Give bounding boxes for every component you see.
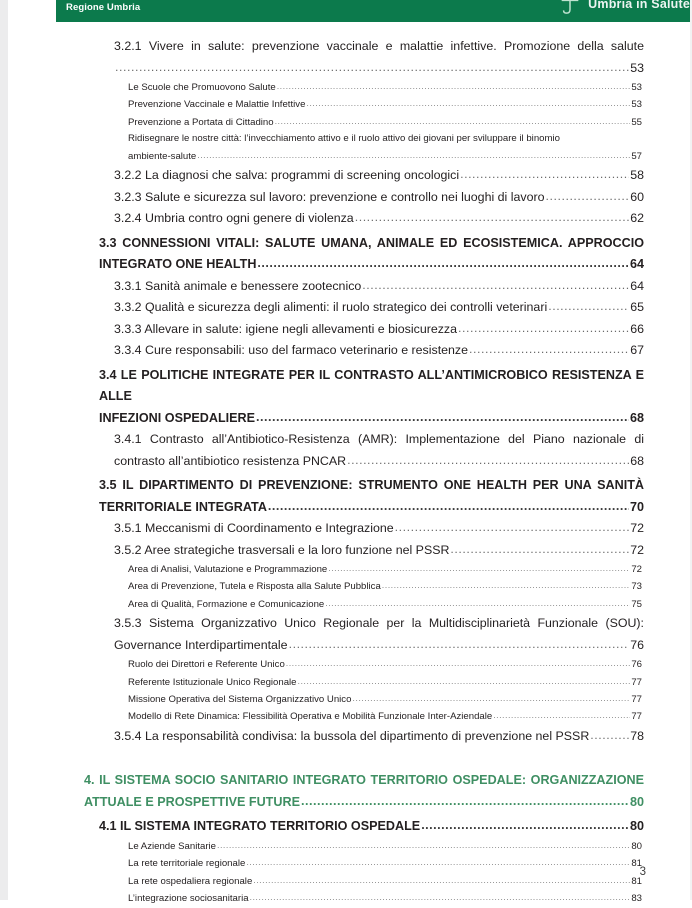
toc-entry[interactable] bbox=[8, 656, 690, 673]
toc-leader-dots bbox=[548, 296, 629, 318]
toc-entry-title: 3.3.3 Allevare in salute: igiene negli allevamenti e biosicurezza bbox=[114, 321, 458, 336]
brand-product-label: Umbria in Salute bbox=[588, 0, 690, 11]
toc-entry-title-continued bbox=[114, 635, 644, 657]
toc-page-number: 76 bbox=[631, 659, 642, 671]
toc-page-number: 53 bbox=[631, 99, 642, 111]
brand-logo-group bbox=[559, 0, 690, 16]
toc-leader-dots bbox=[277, 78, 631, 94]
toc-page-number: 57 bbox=[631, 150, 642, 162]
toc-leader-dots bbox=[217, 837, 630, 853]
toc-entry[interactable] bbox=[8, 475, 690, 518]
toc-entry-title-text: Governance Interdipartimentale bbox=[114, 637, 288, 652]
toc-entry[interactable] bbox=[8, 708, 690, 725]
toc-entry-title-text: contrasto all’antibiotico resistenza PNCAR bbox=[114, 453, 347, 468]
toc-entry[interactable] bbox=[8, 674, 690, 691]
toc-leader-dots bbox=[253, 872, 630, 888]
toc-page-number: 72 bbox=[631, 564, 642, 576]
toc-leader-dots bbox=[325, 595, 630, 611]
toc-entry[interactable] bbox=[8, 131, 690, 165]
toc-page-number: 55 bbox=[631, 116, 642, 128]
toc-entry-title: 3.4.1 Contrasto all’Antibiotico-Resistenza (AMR): Implementazione del Piano nazionale di bbox=[114, 432, 644, 447]
toc-leader-dots bbox=[275, 113, 631, 129]
toc-entry-title-text: TERRITORIALE INTEGRATA bbox=[99, 499, 267, 514]
toc-page-number: 75 bbox=[631, 598, 642, 610]
toc-entry-title: Ruolo dei Direttori e Referente Unico bbox=[128, 659, 285, 671]
toc-entry[interactable] bbox=[8, 726, 690, 748]
toc-entry-title: 3.5.4 La responsabilità condivisa: la bussola del dipartimento di prevenzione nel PSSR bbox=[114, 728, 590, 743]
toc-page-number: 64 bbox=[630, 278, 644, 293]
toc-entry-title-continued bbox=[114, 58, 644, 80]
document-page bbox=[8, 0, 690, 905]
toc-entry[interactable] bbox=[8, 596, 690, 613]
toc-entry[interactable] bbox=[8, 187, 690, 209]
toc-entry[interactable] bbox=[8, 691, 690, 708]
toc-entry-title: Le Aziende Sanitarie bbox=[128, 840, 217, 852]
toc-entry-title-text: ATTUALE E PROSPETTIVE FUTURE bbox=[84, 795, 300, 810]
toc-entry-title: 3.2.1 Vivere in salute: prevenzione vaccinale e malattie infettive. Promozione della salute bbox=[114, 39, 644, 53]
toc-leader-dots bbox=[256, 407, 629, 429]
toc-entry[interactable] bbox=[8, 233, 690, 276]
toc-page-number: 65 bbox=[630, 300, 644, 315]
toc-page-number: 58 bbox=[630, 168, 644, 183]
toc-entry-title: 3.3.1 Sanità animale e benessere zootecnico bbox=[114, 278, 362, 293]
toc-entry-title: Prevenzione Vaccinale e Malattie Infettive bbox=[128, 99, 306, 111]
toc-entry[interactable] bbox=[8, 578, 690, 595]
toc-leader-dots bbox=[115, 57, 629, 79]
toc-entry-title-continued bbox=[99, 497, 644, 519]
toc-leader-dots bbox=[382, 577, 631, 593]
toc-entry-title: 3.3.4 Cure responsabili: uso del farmaco veterinario e resistenze bbox=[114, 343, 469, 358]
toc-page-number: 81 bbox=[631, 875, 642, 887]
toc-leader-dots bbox=[458, 318, 629, 340]
toc-page-number: 60 bbox=[630, 189, 644, 204]
toc-entry-title: 3.2.4 Umbria contro ogni genere di violenza bbox=[114, 211, 354, 226]
toc-entry[interactable] bbox=[8, 96, 690, 113]
toc-page-number: 72 bbox=[630, 542, 644, 557]
table-of-contents bbox=[8, 36, 690, 908]
toc-leader-dots bbox=[268, 496, 629, 518]
viewer-left-gutter bbox=[0, 0, 8, 900]
toc-entry[interactable] bbox=[8, 276, 690, 298]
toc-page-number: 80 bbox=[631, 840, 642, 852]
toc-entry-title: 4. IL SISTEMA SOCIO SANITARIO INTEGRATO TERRITORIO OSPEDALE: ORGANIZZAZIONE bbox=[84, 773, 644, 788]
toc-leader-dots bbox=[352, 690, 630, 706]
toc-entry-title-continued bbox=[99, 254, 644, 276]
toc-entry-title: L’integrazione sociosanitaria bbox=[128, 893, 249, 905]
toc-entry[interactable] bbox=[8, 79, 690, 96]
toc-entry[interactable] bbox=[8, 429, 690, 472]
toc-leader-dots bbox=[246, 854, 630, 870]
toc-page-number: 62 bbox=[630, 211, 644, 226]
umbrella-health-mark-icon bbox=[559, 0, 581, 16]
brand-header-band bbox=[56, 0, 692, 22]
toc-entry-title-continued bbox=[99, 408, 644, 430]
toc-entry-title: 3.2.3 Salute e sicurezza sul lavoro: prevenzione e controllo nei luoghi di lavoro bbox=[114, 189, 545, 204]
toc-page-number: 68 bbox=[629, 410, 644, 425]
toc-entry-title: Area di Qualità, Formazione e Comunicazione bbox=[128, 598, 325, 610]
toc-entry-title: 4.1 IL SISTEMA INTEGRATO TERRITORIO OSPEDALE bbox=[99, 819, 421, 834]
toc-page-number: 77 bbox=[631, 694, 642, 706]
toc-page-number: 64 bbox=[629, 257, 644, 272]
toc-leader-dots bbox=[286, 655, 631, 671]
toc-entry[interactable] bbox=[8, 613, 690, 656]
toc-entry[interactable] bbox=[8, 114, 690, 131]
toc-entry[interactable] bbox=[8, 816, 690, 838]
toc-leader-dots bbox=[493, 707, 630, 723]
brand-region-label: Regione Umbria bbox=[66, 2, 141, 13]
toc-leader-dots bbox=[355, 207, 630, 229]
page-number: 3 bbox=[639, 866, 646, 878]
toc-entry-title-text: INFEZIONI OSPEDALIERE bbox=[99, 410, 256, 425]
toc-leader-dots bbox=[362, 275, 629, 297]
toc-entry[interactable] bbox=[8, 873, 690, 890]
toc-page-number: 73 bbox=[631, 581, 642, 593]
toc-leader-dots bbox=[421, 815, 629, 837]
toc-leader-dots bbox=[469, 339, 629, 361]
toc-entry-title: 3.2.2 La diagnosi che salva: programmi di screening oncologici bbox=[114, 168, 460, 183]
toc-leader-dots bbox=[460, 164, 629, 186]
toc-entry[interactable] bbox=[8, 208, 690, 230]
toc-entry-title: La rete territoriale regionale bbox=[128, 858, 246, 870]
toc-entry-title: 3.5 IL DIPARTIMENTO DI PREVENZIONE: STRUMENTO ONE HEALTH PER UNA SANITÀ bbox=[99, 478, 644, 493]
toc-entry-title-continued bbox=[114, 451, 644, 473]
toc-entry-title-text: ambiente-salute bbox=[128, 150, 197, 162]
toc-page-number: 77 bbox=[631, 676, 642, 688]
toc-page-number: 83 bbox=[631, 893, 642, 905]
toc-entry-title: Referente Istituzionale Unico Regionale bbox=[128, 676, 297, 688]
toc-entry-title: 3.3 CONNESSIONI VITALI: SALUTE UMANA, ANIMALE ED ECOSISTEMICA. APPROCCIO bbox=[99, 235, 644, 250]
toc-page-number: 67 bbox=[630, 343, 644, 358]
toc-entry[interactable] bbox=[8, 838, 690, 855]
toc-page-number: 66 bbox=[630, 321, 644, 336]
toc-entry-title: 3.5.3 Sistema Organizzativo Unico Regionale per la Multidisciplinarietà Funzionale (SOU): bbox=[114, 616, 644, 631]
toc-page-number: 72 bbox=[630, 521, 644, 536]
toc-leader-dots bbox=[545, 186, 629, 208]
toc-entry[interactable] bbox=[8, 769, 690, 813]
toc-entry-title: Le Scuole che Promuovono Salute bbox=[128, 82, 276, 93]
toc-leader-dots bbox=[298, 673, 631, 689]
toc-entry[interactable] bbox=[8, 297, 690, 319]
toc-entry-title-continued bbox=[128, 148, 642, 165]
toc-entry-title: 3.5.2 Aree strategiche trasversali e la loro funzione nel PSSR bbox=[114, 542, 450, 557]
toc-leader-dots bbox=[328, 560, 630, 576]
toc-entry[interactable] bbox=[8, 36, 690, 79]
toc-leader-dots bbox=[395, 517, 630, 539]
toc-page-number: 76 bbox=[630, 637, 644, 652]
toc-page-number: 78 bbox=[630, 728, 644, 743]
toc-leader-dots bbox=[347, 450, 629, 472]
toc-entry-title: Missione Operativa del Sistema Organizzativo Unico bbox=[128, 694, 352, 706]
toc-entry[interactable] bbox=[8, 561, 690, 578]
toc-entry-title: 3.4 LE POLITICHE INTEGRATE PER IL CONTRASTO ALL’ANTIMICROBICO RESISTENZA E ALLE bbox=[99, 367, 644, 404]
toc-entry-title: Prevenzione a Portata di Cittadino bbox=[128, 116, 274, 128]
toc-page-number: 53 bbox=[631, 82, 642, 93]
toc-page-number: 81 bbox=[631, 858, 642, 870]
toc-entry-title: 3.5.1 Meccanismi di Coordinamento e Integrazione bbox=[114, 521, 394, 536]
toc-entry[interactable] bbox=[8, 540, 690, 562]
toc-entry-title-text: INTEGRATO ONE HEALTH bbox=[99, 257, 257, 272]
toc-leader-dots bbox=[257, 253, 629, 275]
toc-leader-dots bbox=[250, 889, 631, 905]
toc-entry[interactable] bbox=[8, 518, 690, 540]
toc-leader-dots bbox=[590, 725, 629, 747]
toc-leader-dots bbox=[301, 790, 629, 812]
toc-page-number: 68 bbox=[630, 453, 644, 468]
toc-entry-title: La rete ospedaliera regionale bbox=[128, 875, 253, 887]
toc-entry-title: Modello di Rete Dinamica: Flessibilità Operativa e Mobilità Funzionale Inter-Aziendale bbox=[128, 711, 493, 723]
toc-entry-title-continued bbox=[84, 791, 644, 813]
toc-entry[interactable] bbox=[8, 340, 690, 362]
toc-entry[interactable] bbox=[8, 365, 690, 430]
toc-entry-title: Ridisegnare le nostre città: l’invecchiamento attivo e il ruolo attivo dei giovani per sviluppare il binomio bbox=[128, 133, 560, 145]
toc-entry-title: Area di Analisi, Valutazione e Programmazione bbox=[128, 564, 328, 576]
toc-entry-title: Area di Prevenzione, Tutela e Risposta alla Salute Pubblica bbox=[128, 581, 381, 593]
toc-leader-dots bbox=[306, 95, 630, 111]
toc-page-number: 70 bbox=[629, 499, 644, 514]
toc-leader-dots bbox=[197, 147, 630, 163]
toc-entry[interactable] bbox=[8, 855, 690, 872]
toc-leader-dots bbox=[450, 539, 629, 561]
toc-entry[interactable] bbox=[8, 890, 690, 907]
toc-page-number: 77 bbox=[631, 711, 642, 723]
toc-entry[interactable] bbox=[8, 165, 690, 187]
toc-page-number: 80 bbox=[629, 819, 644, 834]
toc-page-number: 80 bbox=[629, 795, 644, 810]
toc-entry-title: 3.3.2 Qualità e sicurezza degli alimenti: il ruolo strategico dei controlli veterinari bbox=[114, 300, 548, 315]
toc-leader-dots bbox=[289, 634, 630, 656]
toc-page-number: 53 bbox=[630, 60, 644, 75]
toc-entry[interactable] bbox=[8, 319, 690, 341]
